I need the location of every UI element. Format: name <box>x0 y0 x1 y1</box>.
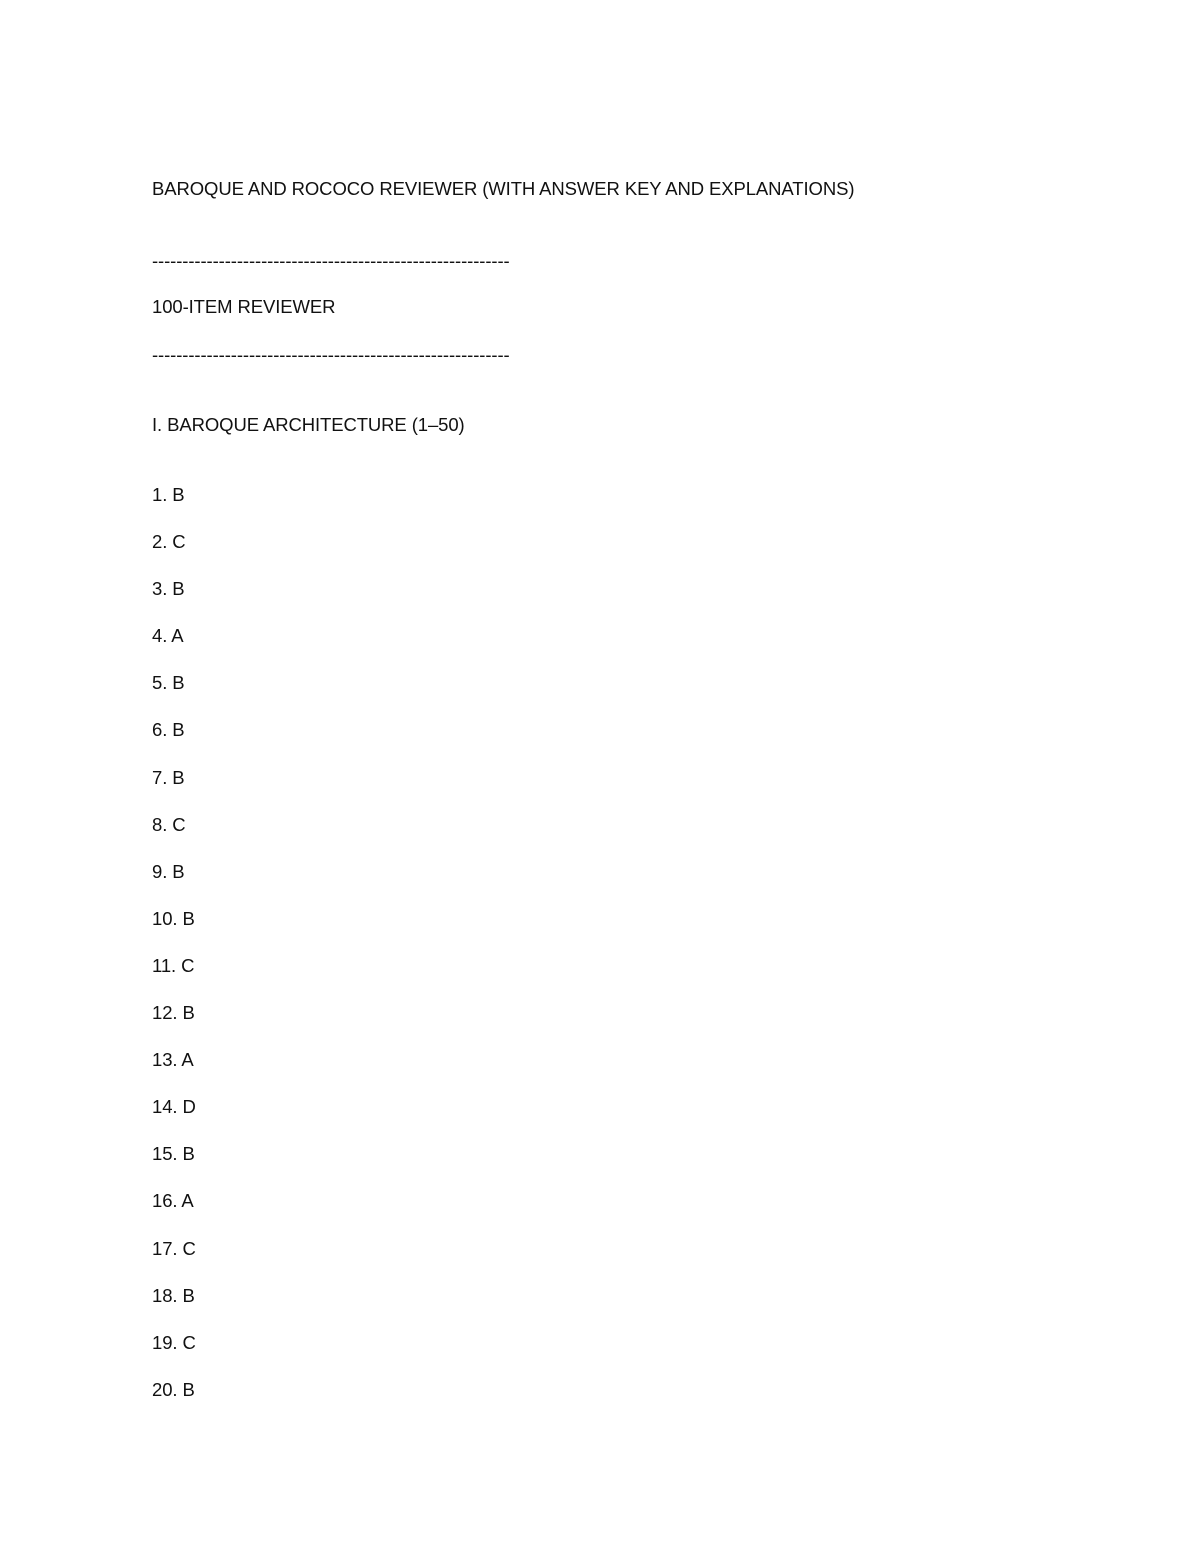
answer-item: 1. B <box>152 484 185 505</box>
answer-item: 18. B <box>152 1284 195 1306</box>
answer-item: 3. B <box>152 578 185 600</box>
answer-item: 11. C <box>152 954 195 976</box>
answer-item: 4. A <box>152 625 184 647</box>
answer-list <box>152 484 196 1426</box>
answer-item: 6. B <box>152 719 185 741</box>
answer-item: 2. C <box>152 531 186 553</box>
answer-item: 20. B <box>152 1378 195 1400</box>
answer-item: 13. A <box>152 1049 194 1071</box>
answer-item: 16. A <box>152 1190 194 1212</box>
section-heading: I. BAROQUE ARCHITECTURE (1–50) <box>152 414 465 435</box>
answer-item: 5. B <box>152 672 185 694</box>
answer-item: 8. C <box>152 813 186 835</box>
document-title: BAROQUE AND ROCOCO REVIEWER (WITH ANSWER KEY AND EXPLANATIONS) <box>152 178 855 199</box>
answer-item: 17. C <box>152 1237 196 1259</box>
answer-item: 12. B <box>152 1002 195 1024</box>
divider-bottom: ----------------------------------------------------------- <box>152 344 510 365</box>
answer-item: 14. D <box>152 1096 196 1118</box>
document-subtitle: 100-ITEM REVIEWER <box>152 296 336 317</box>
answer-item: 7. B <box>152 766 185 788</box>
divider-top: ----------------------------------------------------------- <box>152 250 510 271</box>
answer-item: 15. B <box>152 1143 195 1165</box>
answer-item: 9. B <box>152 860 185 882</box>
answer-item: 19. C <box>152 1331 196 1353</box>
answer-item: 10. B <box>152 907 195 929</box>
